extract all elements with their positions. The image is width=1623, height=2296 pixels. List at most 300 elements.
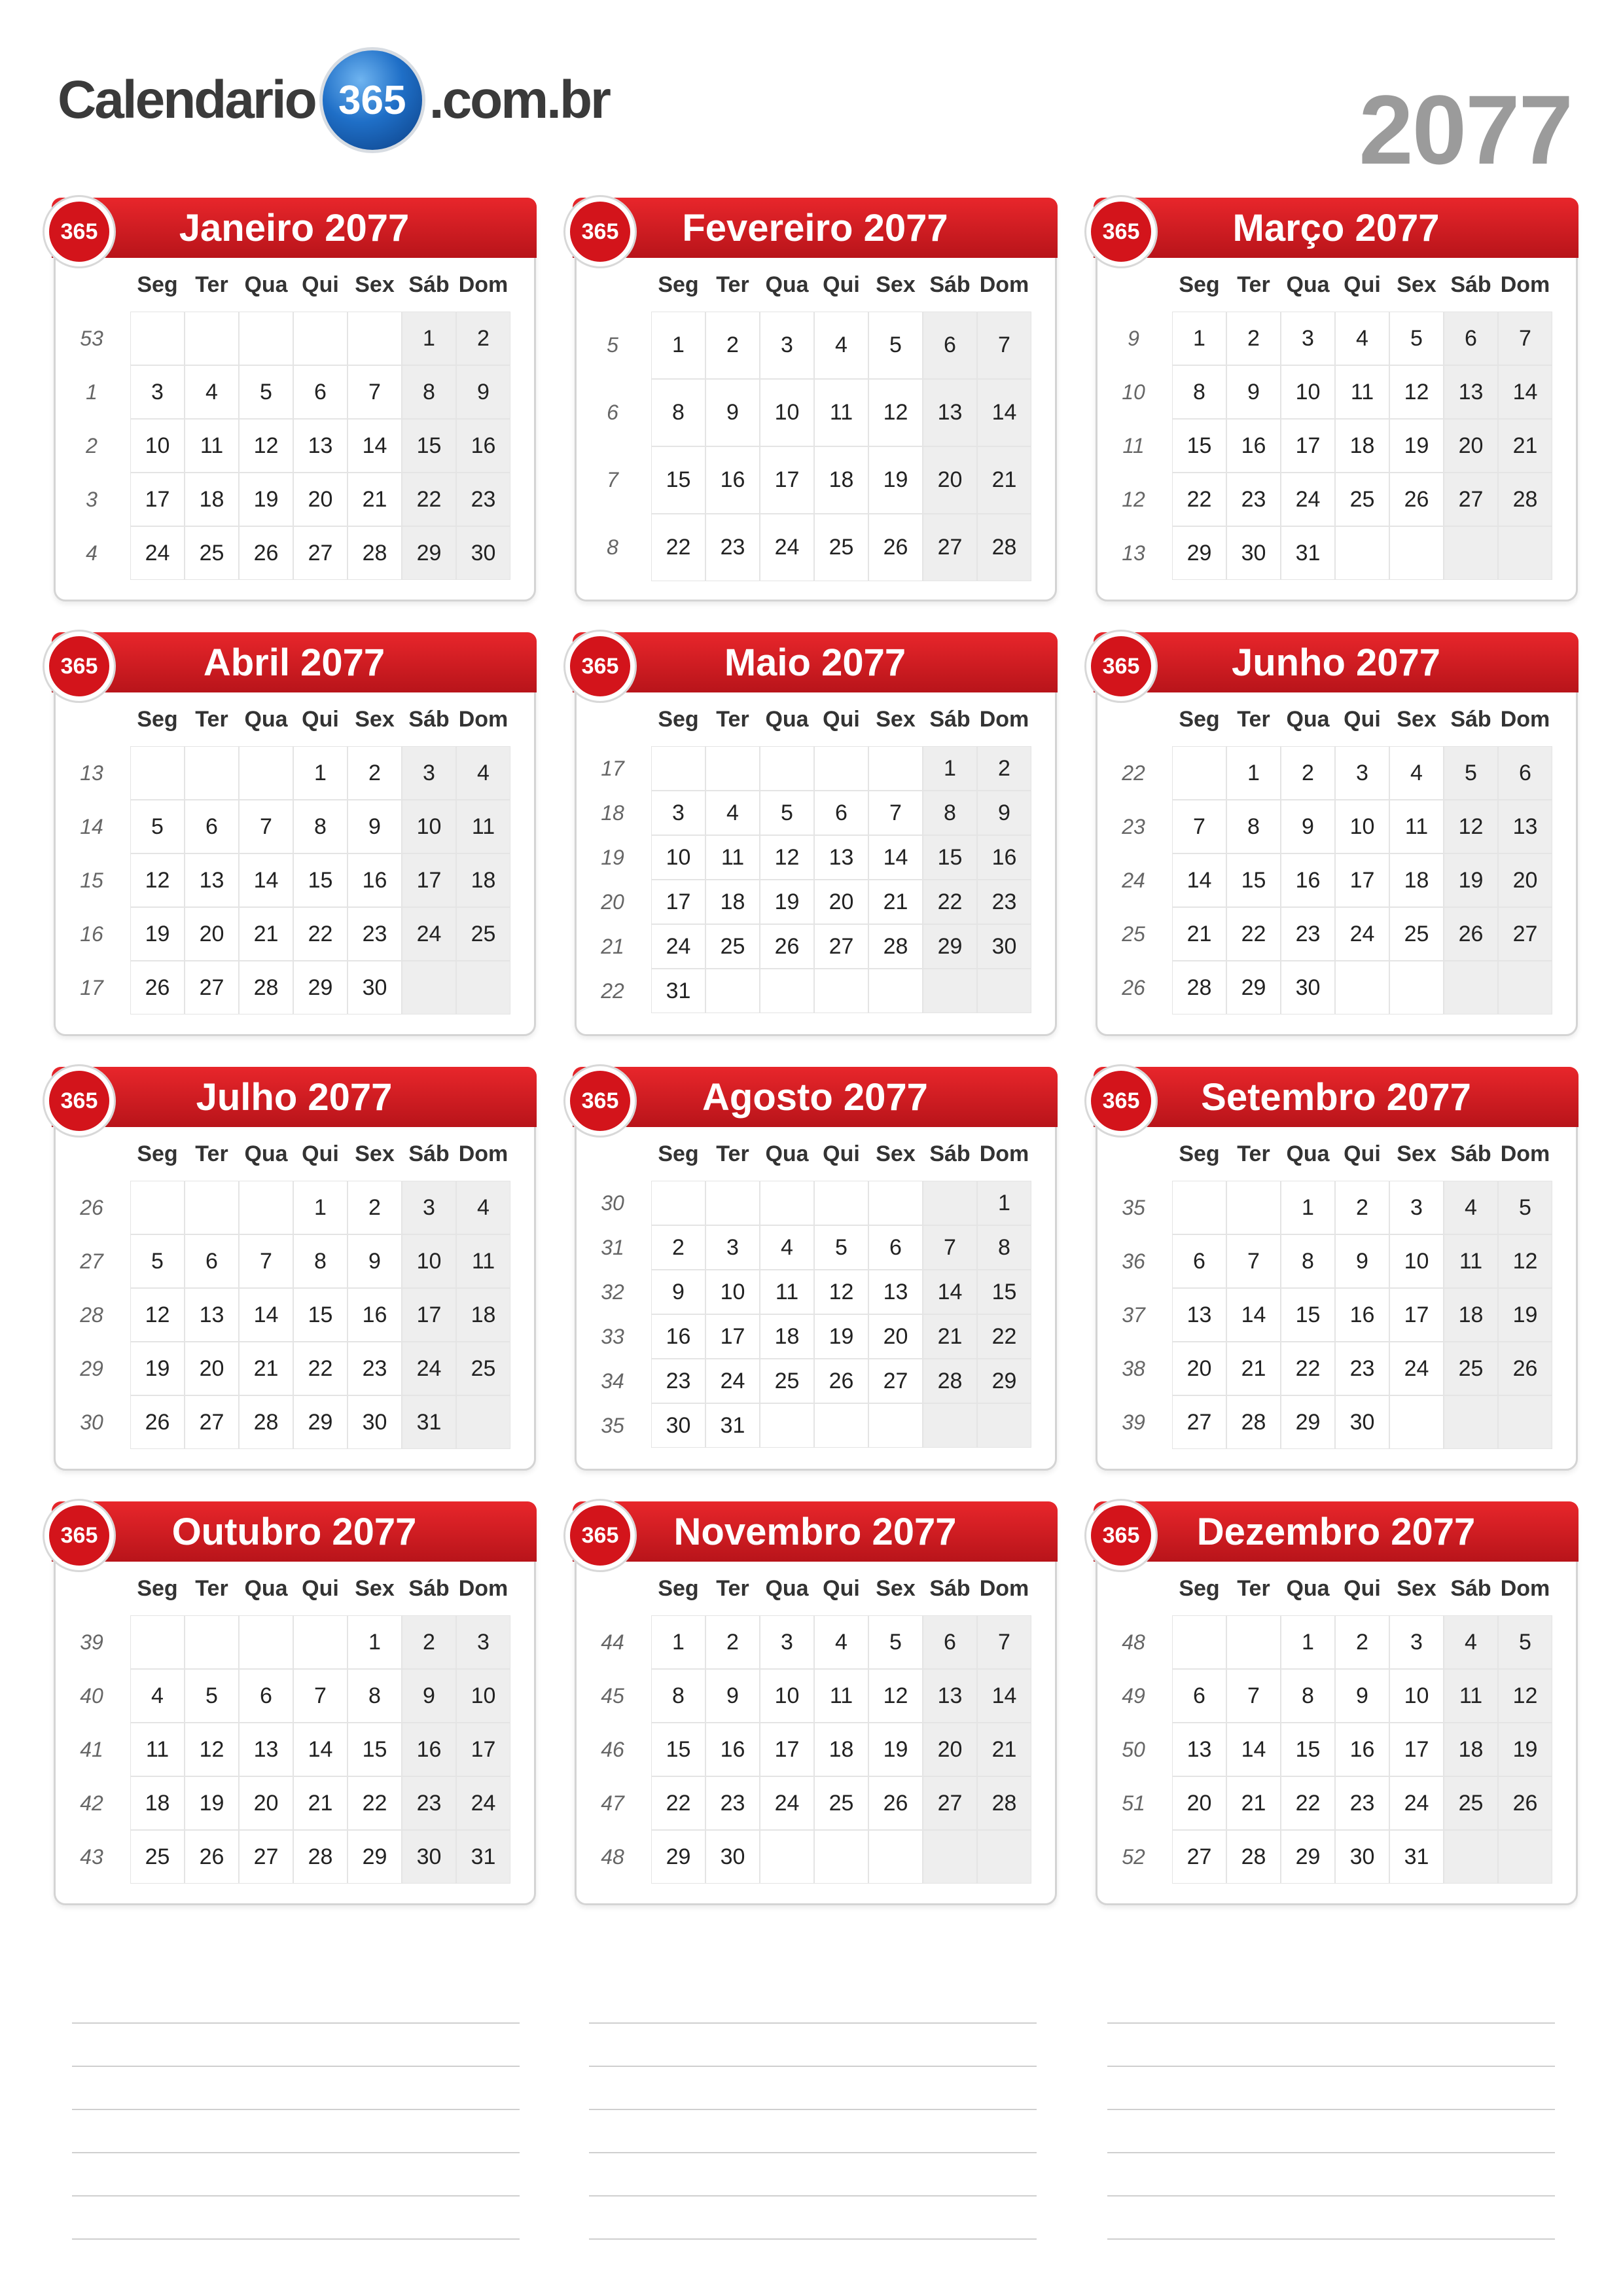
day-cell: 7 — [293, 1669, 348, 1723]
day-cell: 14 — [348, 419, 402, 473]
day-cell: 4 — [185, 365, 239, 419]
day-cell: 20 — [239, 1776, 293, 1830]
day-cell: 31 — [651, 969, 705, 1013]
week-number: 9 — [1128, 327, 1139, 350]
day-cell: 11 — [1389, 800, 1444, 853]
month-title: Outubro 2077 — [52, 1501, 537, 1562]
weekday-label: Ter — [195, 1141, 228, 1166]
day-cell: 17 — [402, 1288, 456, 1342]
day-cell: 22 — [651, 514, 705, 581]
day-cell: 24 — [1281, 473, 1335, 526]
day-cell: 7 — [868, 791, 923, 835]
weekday-label: Seg — [137, 1576, 178, 1601]
week-number: 47 — [601, 1791, 624, 1815]
weekday-label: Ter — [716, 272, 749, 297]
empty-day-cell — [1498, 526, 1552, 580]
day-cell: 19 — [868, 1723, 923, 1776]
week-number: 36 — [1122, 1249, 1145, 1273]
day-cell: 6 — [1498, 746, 1552, 800]
badge-label: 365 — [570, 202, 630, 262]
week-number: 16 — [80, 922, 103, 946]
weekday-label: Qua — [244, 707, 288, 732]
day-cell: 27 — [814, 924, 868, 969]
day-cell: 26 — [814, 1359, 868, 1403]
day-cell: 7 — [1172, 800, 1226, 853]
weekday-label: Sex — [355, 1576, 395, 1601]
day-cell: 28 — [239, 961, 293, 1014]
week-number: 15 — [80, 869, 103, 892]
weekday-label: Dom — [458, 272, 508, 297]
day-cell: 3 — [1281, 312, 1335, 365]
note-line — [589, 2195, 1037, 2197]
day-cell: 23 — [705, 1776, 760, 1830]
day-cell: 27 — [185, 961, 239, 1014]
weekday-label: Seg — [1179, 1141, 1220, 1166]
day-cell: 30 — [348, 1395, 402, 1449]
day-cell: 26 — [130, 1395, 185, 1449]
week-number: 26 — [80, 1196, 103, 1219]
day-cell: 4 — [760, 1225, 814, 1270]
week-number: 25 — [1122, 922, 1145, 946]
day-cell: 29 — [402, 526, 456, 580]
day-cell: 9 — [1226, 365, 1281, 419]
day-cell: 21 — [348, 473, 402, 526]
weekday-label: Sáb — [408, 1141, 450, 1166]
month-title: Fevereiro 2077 — [573, 198, 1058, 258]
week-number: 53 — [80, 327, 103, 350]
month-title: Maio 2077 — [573, 632, 1058, 692]
empty-day-cell — [293, 312, 348, 365]
day-cell: 5 — [760, 791, 814, 835]
month-title: Junho 2077 — [1094, 632, 1578, 692]
day-cell: 30 — [1335, 1395, 1389, 1449]
empty-day-cell — [868, 969, 923, 1013]
day-cell: 27 — [1172, 1395, 1226, 1449]
empty-day-cell — [814, 1830, 868, 1884]
week-number: 37 — [1122, 1303, 1145, 1327]
note-line — [1107, 2109, 1555, 2110]
empty-day-cell — [130, 746, 185, 800]
day-cell: 8 — [1281, 1669, 1335, 1723]
empty-day-cell — [760, 746, 814, 791]
notes-col-3 — [1107, 2022, 1555, 2282]
weekday-label: Dom — [458, 1141, 508, 1166]
weekday-label: Sex — [1397, 707, 1436, 732]
day-cell: 25 — [1444, 1776, 1498, 1830]
day-cell: 18 — [705, 880, 760, 924]
day-cell: 7 — [923, 1225, 977, 1270]
empty-day-cell — [923, 1830, 977, 1884]
empty-day-cell — [239, 1181, 293, 1234]
day-cell: 29 — [293, 961, 348, 1014]
day-cell: 6 — [1172, 1234, 1226, 1288]
day-cell: 4 — [705, 791, 760, 835]
month-title: Abril 2077 — [52, 632, 537, 692]
day-cell: 24 — [1389, 1776, 1444, 1830]
day-cell: 4 — [1444, 1181, 1498, 1234]
day-cell: 16 — [705, 1723, 760, 1776]
day-cell: 1 — [293, 746, 348, 800]
day-cell: 7 — [977, 312, 1031, 379]
day-cell: 2 — [705, 312, 760, 379]
weekday-label: Sáb — [408, 1576, 450, 1601]
week-number: 19 — [601, 846, 624, 869]
day-cell: 24 — [402, 907, 456, 961]
day-cell: 18 — [185, 473, 239, 526]
day-cell: 29 — [1226, 961, 1281, 1014]
month-title: Novembro 2077 — [573, 1501, 1058, 1562]
empty-day-cell — [977, 1830, 1031, 1884]
empty-day-cell — [1389, 1395, 1444, 1449]
empty-day-cell — [651, 1181, 705, 1225]
badge-label: 365 — [1091, 1071, 1151, 1131]
day-cell: 2 — [348, 1181, 402, 1234]
day-cell: 5 — [868, 1615, 923, 1669]
day-cell: 27 — [1444, 473, 1498, 526]
day-cell: 8 — [1172, 365, 1226, 419]
day-cell: 30 — [705, 1830, 760, 1884]
day-cell: 21 — [1498, 419, 1552, 473]
day-cell: 25 — [130, 1830, 185, 1884]
day-cell: 13 — [185, 853, 239, 907]
weekday-label: Sáb — [408, 707, 450, 732]
day-cell: 31 — [1281, 526, 1335, 580]
day-cell: 9 — [456, 365, 510, 419]
weekday-label: Qui — [302, 272, 339, 297]
day-cell: 6 — [1172, 1669, 1226, 1723]
day-cell: 30 — [1335, 1830, 1389, 1884]
weekday-header — [130, 1141, 510, 1167]
week-number: 26 — [1122, 976, 1145, 999]
empty-day-cell — [760, 1830, 814, 1884]
weekday-label: Sex — [355, 272, 395, 297]
day-cell: 8 — [977, 1225, 1031, 1270]
day-cell: 21 — [1226, 1776, 1281, 1830]
day-cell: 20 — [1444, 419, 1498, 473]
weekday-header — [130, 1576, 510, 1602]
weekday-label: Qui — [1344, 1576, 1381, 1601]
note-line — [72, 2238, 520, 2240]
day-cell: 29 — [651, 1830, 705, 1884]
day-cell: 26 — [1389, 473, 1444, 526]
day-cell: 19 — [130, 907, 185, 961]
day-cell: 27 — [923, 1776, 977, 1830]
day-cell: 9 — [705, 379, 760, 446]
day-cell: 5 — [1444, 746, 1498, 800]
badge-365-icon — [563, 1064, 637, 1138]
day-cell: 6 — [814, 791, 868, 835]
day-cell: 8 — [402, 365, 456, 419]
day-cell: 1 — [348, 1615, 402, 1669]
day-cell: 1 — [651, 312, 705, 379]
weekday-header — [130, 272, 510, 298]
week-number: 41 — [80, 1738, 103, 1761]
day-cell: 1 — [293, 1181, 348, 1234]
day-cell: 19 — [1498, 1723, 1552, 1776]
badge-365-icon — [1084, 630, 1158, 703]
day-cell: 22 — [293, 1342, 348, 1395]
day-cell: 8 — [293, 1234, 348, 1288]
weekday-label: Qui — [823, 272, 860, 297]
day-cell: 15 — [293, 853, 348, 907]
day-cell: 17 — [456, 1723, 510, 1776]
day-cell: 18 — [456, 1288, 510, 1342]
weekday-label: Dom — [979, 707, 1029, 732]
day-cell: 5 — [239, 365, 293, 419]
day-cell: 23 — [456, 473, 510, 526]
day-cell: 22 — [1281, 1342, 1335, 1395]
week-number: 42 — [80, 1791, 103, 1815]
note-line — [589, 2238, 1037, 2240]
day-cell: 9 — [348, 1234, 402, 1288]
day-cell: 17 — [1281, 419, 1335, 473]
month-card — [1096, 1069, 1578, 1471]
week-number: 48 — [1122, 1630, 1145, 1654]
empty-day-cell — [977, 1403, 1031, 1448]
badge-label: 365 — [570, 636, 630, 696]
empty-day-cell — [1172, 1181, 1226, 1234]
week-number: 13 — [1122, 541, 1145, 565]
weekday-header — [1172, 1576, 1552, 1602]
weekday-label: Qui — [1344, 1141, 1381, 1166]
day-cell: 13 — [923, 1669, 977, 1723]
day-cell: 1 — [977, 1181, 1031, 1225]
day-cell: 30 — [1281, 961, 1335, 1014]
day-cell: 28 — [1226, 1395, 1281, 1449]
day-cell: 13 — [185, 1288, 239, 1342]
day-cell: 12 — [1498, 1669, 1552, 1723]
week-number: 5 — [607, 333, 618, 357]
empty-day-cell — [977, 969, 1031, 1013]
day-cell: 12 — [814, 1270, 868, 1314]
week-number: 52 — [1122, 1845, 1145, 1869]
week-number: 45 — [601, 1684, 624, 1708]
day-cell: 11 — [456, 800, 510, 853]
week-number: 6 — [607, 401, 618, 424]
week-number: 11 — [1122, 434, 1145, 457]
empty-day-cell — [293, 1615, 348, 1669]
day-cell: 25 — [1335, 473, 1389, 526]
day-cell: 1 — [651, 1615, 705, 1669]
day-cell: 2 — [456, 312, 510, 365]
day-cell: 16 — [1335, 1288, 1389, 1342]
week-number: 38 — [1122, 1357, 1145, 1380]
week-number: 30 — [601, 1191, 624, 1215]
empty-day-cell — [923, 969, 977, 1013]
logo-word-left: Calendario — [58, 70, 315, 130]
weekday-label: Sex — [1397, 1141, 1436, 1166]
week-number: 35 — [601, 1414, 624, 1437]
week-number: 34 — [601, 1369, 624, 1393]
weekday-label: Seg — [658, 272, 699, 297]
note-line — [589, 2109, 1037, 2110]
day-cell: 19 — [1498, 1288, 1552, 1342]
day-cell: 1 — [1281, 1615, 1335, 1669]
empty-day-cell — [814, 1181, 868, 1225]
weekday-label: Seg — [658, 707, 699, 732]
day-cell: 11 — [1335, 365, 1389, 419]
weekday-label: Sex — [355, 707, 395, 732]
month-card — [54, 1503, 536, 1905]
day-cell: 12 — [760, 835, 814, 880]
day-cell: 9 — [977, 791, 1031, 835]
day-cell: 5 — [185, 1669, 239, 1723]
day-cell: 5 — [868, 312, 923, 379]
day-cell: 4 — [814, 312, 868, 379]
empty-day-cell — [185, 312, 239, 365]
day-cell: 31 — [705, 1403, 760, 1448]
day-cell: 19 — [1389, 419, 1444, 473]
week-number: 49 — [1122, 1684, 1145, 1708]
day-cell: 19 — [868, 446, 923, 514]
day-cell: 23 — [977, 880, 1031, 924]
badge-label: 365 — [1091, 1505, 1151, 1566]
day-cell: 30 — [1226, 526, 1281, 580]
empty-day-cell — [1498, 1830, 1552, 1884]
day-cell: 21 — [239, 907, 293, 961]
weekday-label: Qui — [823, 1141, 860, 1166]
badge-label: 365 — [49, 202, 109, 262]
day-cell: 24 — [1389, 1342, 1444, 1395]
day-cell: 20 — [1498, 853, 1552, 907]
month-title: Dezembro 2077 — [1094, 1501, 1578, 1562]
day-cell: 25 — [456, 907, 510, 961]
weekday-label: Dom — [1500, 1141, 1550, 1166]
day-cell: 10 — [402, 800, 456, 853]
weekday-label: Qua — [244, 1576, 288, 1601]
day-cell: 21 — [868, 880, 923, 924]
day-cell: 7 — [1226, 1669, 1281, 1723]
weekday-header — [1172, 707, 1552, 732]
day-cell: 1 — [1226, 746, 1281, 800]
weekday-label: Sex — [1397, 1576, 1436, 1601]
badge-365-icon — [563, 630, 637, 703]
note-line — [72, 2109, 520, 2110]
week-number: 23 — [1122, 815, 1145, 838]
day-cell: 15 — [977, 1270, 1031, 1314]
month-card — [54, 634, 536, 1036]
day-cell: 6 — [923, 312, 977, 379]
weekday-label: Dom — [1500, 1576, 1550, 1601]
day-cell: 8 — [651, 379, 705, 446]
day-cell: 30 — [977, 924, 1031, 969]
day-cell: 10 — [760, 1669, 814, 1723]
day-cell: 8 — [1281, 1234, 1335, 1288]
empty-day-cell — [868, 746, 923, 791]
empty-day-cell — [348, 312, 402, 365]
weekday-label: Sex — [876, 272, 916, 297]
day-cell: 22 — [1226, 907, 1281, 961]
day-cell: 3 — [760, 312, 814, 379]
day-cell: 8 — [293, 800, 348, 853]
day-cell: 18 — [814, 1723, 868, 1776]
day-cell: 17 — [651, 880, 705, 924]
weekday-label: Seg — [658, 1576, 699, 1601]
day-cell: 2 — [1335, 1181, 1389, 1234]
empty-day-cell — [1444, 961, 1498, 1014]
day-cell: 3 — [402, 1181, 456, 1234]
day-cell: 28 — [1226, 1830, 1281, 1884]
day-cell: 20 — [185, 907, 239, 961]
weekday-label: Qua — [765, 707, 809, 732]
weekday-label: Sex — [876, 1576, 916, 1601]
day-cell: 18 — [1389, 853, 1444, 907]
day-cell: 4 — [456, 1181, 510, 1234]
day-cell: 5 — [130, 800, 185, 853]
weekday-label: Sáb — [929, 1576, 971, 1601]
month-title: Julho 2077 — [52, 1067, 537, 1127]
note-line — [1107, 2066, 1555, 2067]
week-number: 12 — [1122, 488, 1145, 511]
day-cell: 24 — [760, 1776, 814, 1830]
day-cell: 4 — [1335, 312, 1389, 365]
empty-day-cell — [239, 1615, 293, 1669]
week-number: 51 — [1122, 1791, 1145, 1815]
day-cell: 9 — [1281, 800, 1335, 853]
day-cell: 17 — [1335, 853, 1389, 907]
day-cell: 21 — [977, 446, 1031, 514]
week-number: 18 — [601, 801, 624, 825]
day-cell: 16 — [456, 419, 510, 473]
day-cell: 6 — [239, 1669, 293, 1723]
day-cell: 28 — [923, 1359, 977, 1403]
week-number: 2 — [86, 434, 98, 457]
day-cell: 1 — [402, 312, 456, 365]
badge-label: 365 — [570, 1505, 630, 1566]
weekday-label: Sex — [355, 1141, 395, 1166]
day-cell: 17 — [130, 473, 185, 526]
weekday-label: Qui — [1344, 707, 1381, 732]
day-cell: 10 — [651, 835, 705, 880]
empty-day-cell — [705, 969, 760, 1013]
day-cell: 23 — [651, 1359, 705, 1403]
day-cell: 1 — [1281, 1181, 1335, 1234]
day-cell: 5 — [130, 1234, 185, 1288]
empty-day-cell — [923, 1181, 977, 1225]
weekday-label: Dom — [1500, 707, 1550, 732]
week-number: 48 — [601, 1845, 624, 1869]
empty-day-cell — [130, 1615, 185, 1669]
day-cell: 24 — [705, 1359, 760, 1403]
day-cell: 7 — [977, 1615, 1031, 1669]
day-cell: 20 — [1172, 1776, 1226, 1830]
day-cell: 9 — [348, 800, 402, 853]
weekday-label: Dom — [979, 1576, 1029, 1601]
day-cell: 26 — [760, 924, 814, 969]
week-number: 1 — [86, 380, 98, 404]
day-cell: 21 — [923, 1314, 977, 1359]
day-cell: 20 — [814, 880, 868, 924]
week-number: 14 — [80, 815, 103, 838]
weekday-header — [651, 1141, 1031, 1167]
day-cell: 20 — [868, 1314, 923, 1359]
day-cell: 27 — [293, 526, 348, 580]
empty-day-cell — [402, 961, 456, 1014]
note-line — [589, 2022, 1037, 2024]
week-number: 44 — [601, 1630, 624, 1654]
day-cell: 9 — [705, 1669, 760, 1723]
weekday-label: Qui — [823, 707, 860, 732]
week-number: 40 — [80, 1684, 103, 1708]
day-cell: 2 — [705, 1615, 760, 1669]
day-cell: 14 — [239, 853, 293, 907]
badge-365-icon — [43, 1064, 116, 1138]
day-cell: 14 — [1226, 1288, 1281, 1342]
weekday-label: Qua — [1286, 1141, 1330, 1166]
day-cell: 15 — [1281, 1723, 1335, 1776]
weekday-label: Qua — [765, 1576, 809, 1601]
weekday-label: Seg — [1179, 707, 1220, 732]
